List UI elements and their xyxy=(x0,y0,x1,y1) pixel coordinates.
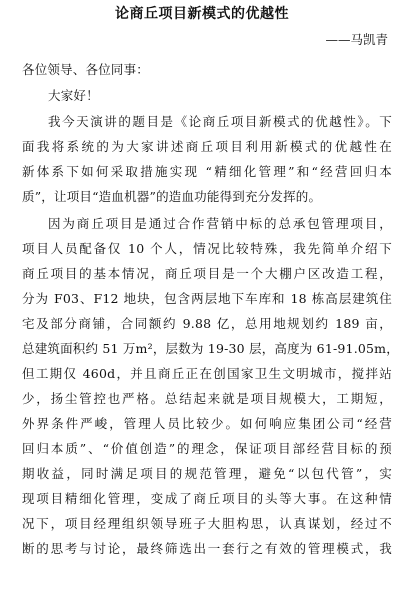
paragraph-2-line: 少，扬尘管控也严格。总结起来就是项目规模大，工期短， xyxy=(22,391,392,406)
paragraph-2-line: 回归本质”、“价值创造”的理念，保证项目部经营目标的预 xyxy=(22,441,392,456)
paragraph-1-line: 质”，让项目“造血机器”的造血功能得到充分发挥的。 xyxy=(22,189,322,204)
paragraph-2-line: 分为 F03、F12 地块，包含两层地下车库和 18 栋高层建筑住 xyxy=(22,291,392,306)
paragraph-2-line: 宅及部分商铺，合同额约 9.88 亿，总用地规划约 189 亩， xyxy=(22,316,392,331)
paragraph-2-line: 现项目精细化管理，变成了商丘项目的头等大事。在这种情 xyxy=(22,491,392,506)
paragraph-2-line: 期收益，同时满足项目的规范管理，避免“以包代管”，实 xyxy=(22,466,392,481)
paragraph-2-line: 因为商丘项目是通过合作营销中标的总承包管理项目， xyxy=(48,216,392,231)
salutation: 各位领导、各位同事： xyxy=(22,62,150,77)
paragraph-2-line: 但工期仅 460d，并且商丘正在创国家卫生文明城市，搅拌站 xyxy=(22,366,392,381)
paragraph-2-line: 项目人员配备仅 10 个人，情况比较特殊，我先简单介绍下 xyxy=(22,241,392,256)
greeting: 大家好！ xyxy=(48,88,99,103)
paragraph-2-line: 外界条件严峻，管理人员比较少。如何响应集团公司“经营 xyxy=(22,416,392,431)
paragraph-1-line: 新体系下如何采取措施实现 “精细化管理”和“经营回归本 xyxy=(22,164,392,179)
page-title: 论商丘项目新模式的优越性 xyxy=(115,6,289,22)
paragraph-2-line: 总建筑面积约 51 万m²，层数为 19-30 层，高度为 61-91.05m， xyxy=(22,341,399,356)
paragraph-1-line: 我今天演讲的题目是《论商丘项目新模式的优越性》。下 xyxy=(48,114,392,129)
paragraph-2-line: 商丘项目的基本情况，商丘项目是一个大棚户区改造工程， xyxy=(22,266,392,281)
paragraph-2-line: 况下，项目经理组织领导班子大胆构思，认真谋划，经过不 xyxy=(22,516,392,531)
author-line: ——马凯青 xyxy=(325,32,388,47)
paragraph-2-line: 断的思考与讨论，最终筛选出一套行之有效的管理模式，我 xyxy=(22,541,392,556)
paragraph-1-line: 面我将系统的为大家讲述商丘项目利用新模式的优越性在 xyxy=(22,139,392,154)
